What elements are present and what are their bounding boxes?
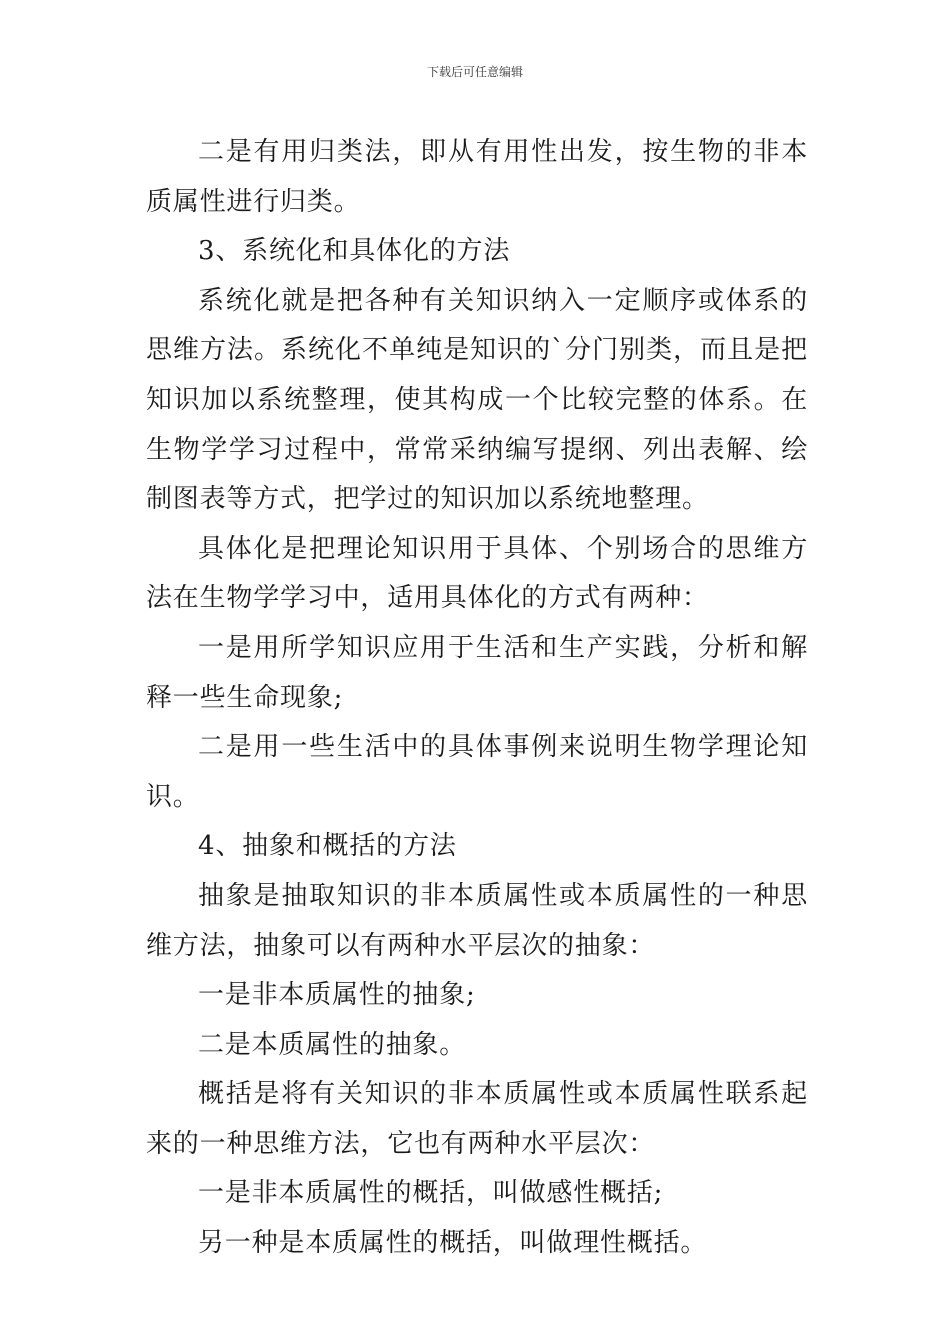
paragraph: 概括是将有关知识的非本质属性或本质属性联系起来的一种思维方法，它也有两种水平层次：	[146, 1079, 808, 1159]
section-heading: 3、系统化和具体化的方法	[198, 236, 511, 267]
paragraph: 一是用所学知识应用于生活和生产实践，分析和解释一些生命现象;	[146, 632, 808, 713]
document-body	[146, 128, 808, 1269]
paragraph: 二是有用归类法，即从有用性出发，按生物的非本质属性进行归类。	[146, 137, 808, 217]
paragraph: 二是本质属性的抽象。	[198, 1029, 467, 1060]
page-header: 下载后可任意编辑	[426, 65, 523, 79]
paragraph: 二是用一些生活中的具体事例来说明生物学理论知识。	[146, 732, 808, 812]
paragraph: 另一种是本质属性的概括，叫做理性概括。	[198, 1228, 708, 1259]
paragraph: 一是非本质属性的概括，叫做感性概括;	[198, 1178, 664, 1209]
paragraph: 系统化就是把各种有关知识纳入一定顺序或体系的思维方法。系统化不单纯是知识的`分门别类，而且是把知识加以系统整理，使其构成一个比较完整的体系。在生物学学习过程中，常常采纳编写提纲、列出表解、绘制图表等方式，把学过的知识加以系统地整理。	[146, 285, 808, 515]
paragraph: 抽象是抽取知识的非本质属性或本质属性的一种思维方法，抽象可以有两种水平层次的抽象：	[146, 880, 808, 961]
section-heading: 4、抽象和概括的方法	[198, 831, 457, 862]
paragraph: 具体化是把理论知识用于具体、个别场合的思维方法在生物学学习中，适用具体化的方式有两种：	[146, 533, 808, 614]
paragraph: 一是非本质属性的抽象;	[198, 980, 476, 1011]
